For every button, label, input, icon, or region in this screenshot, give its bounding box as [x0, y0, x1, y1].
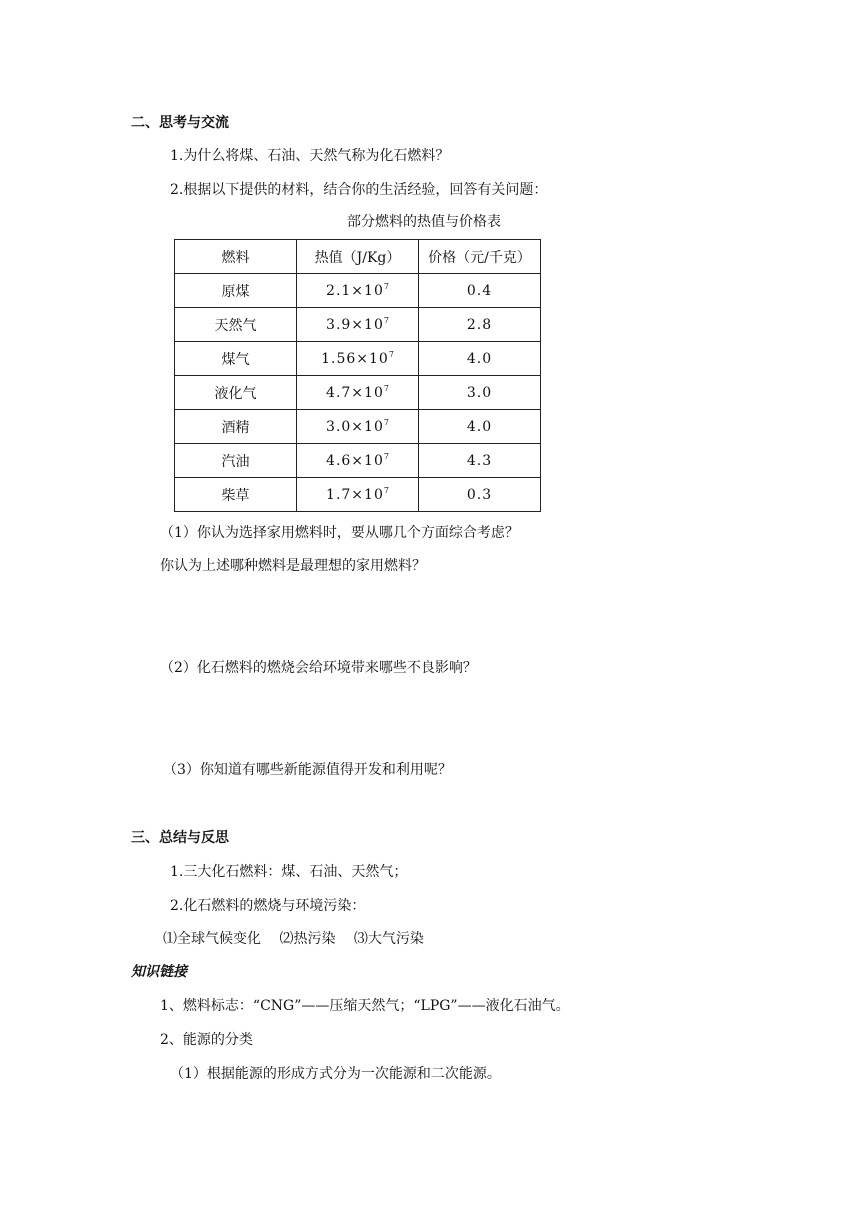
- table-row: [175, 274, 541, 308]
- summary-item-1: 1.三大化石燃料：煤、石油、天然气；: [170, 864, 408, 880]
- price-value: 2.8: [419, 308, 541, 342]
- table-caption: 部分燃料的热值与价格表: [347, 214, 501, 230]
- heat-value: $4.6\times 10^7$: [297, 444, 419, 478]
- heat-value: $1.7\times 10^7$: [297, 478, 419, 512]
- fuel-name: 天然气: [175, 308, 297, 342]
- table-row: [175, 478, 541, 512]
- fuel-name: 煤气: [175, 342, 297, 376]
- fuel-name: 柴草: [175, 478, 297, 512]
- summary-item-2: 2.化石燃料的燃烧与环境污染：: [170, 898, 366, 914]
- table-row: [175, 376, 541, 410]
- knowledge-link-item-3: （1）根据能源的形成方式分为一次能源和二次能源。: [170, 1066, 501, 1082]
- fuel-name: 液化气: [175, 376, 297, 410]
- price-value: 0.3: [419, 478, 541, 512]
- table-row: [175, 444, 541, 478]
- fuel-name: 原煤: [175, 274, 297, 308]
- sub-question-3: （3）你知道有哪些新能源值得开发和利用呢？: [163, 762, 452, 778]
- price-value: 4.0: [419, 410, 541, 444]
- heat-value: $2.1\times 10^7$: [297, 274, 419, 308]
- heat-value: $1.56\times 10^7$: [297, 342, 419, 376]
- fuel-name: 酒精: [175, 410, 297, 444]
- knowledge-link-item-1: 1、燃料标志：“CNG”——压缩天然气；“LPG”——液化石油气。: [160, 998, 570, 1014]
- sub-question-1b: 你认为上述哪种燃料是最理想的家用燃料？: [160, 558, 426, 574]
- header-price: 价格（元/千克）: [419, 240, 541, 274]
- knowledge-link-item-2: 2、能源的分类: [160, 1032, 253, 1048]
- header-fuel: 燃料: [175, 240, 297, 274]
- summary-item-3: ⑴全球气候变化 ⑵热污染 ⑶大气污染: [163, 931, 424, 947]
- price-value: 4.3: [419, 444, 541, 478]
- table-header-row: [175, 240, 541, 274]
- header-heat-value: 热值（J/Kg）: [297, 240, 419, 274]
- price-value: 0.4: [419, 274, 541, 308]
- section-2-heading: 二、思考与交流: [131, 115, 229, 131]
- heat-value: $3.0\times 10^7$: [297, 410, 419, 444]
- sub-question-2: （2）化石燃料的燃烧会给环境带来哪些不良影响？: [160, 660, 477, 676]
- heat-value: $3.9\times 10^7$: [297, 308, 419, 342]
- sub-question-1a: （1）你认为选择家用燃料时，要从哪几个方面综合考虑？: [160, 525, 519, 541]
- table-row: [175, 308, 541, 342]
- fuel-name: 汽油: [175, 444, 297, 478]
- question-1: 1.为什么将煤、石油、天然气称为化石燃料？: [170, 148, 450, 164]
- table-row: [175, 410, 541, 444]
- knowledge-link-heading: 知识链接: [131, 964, 187, 980]
- fuel-table: [174, 239, 541, 512]
- section-3-heading: 三、总结与反思: [131, 830, 229, 846]
- table-row: [175, 342, 541, 376]
- heat-value: $4.7\times 10^7$: [297, 376, 419, 410]
- price-value: 3.0: [419, 376, 541, 410]
- price-value: 4.0: [419, 342, 541, 376]
- question-2: 2.根据以下提供的材料，结合你的生活经验，回答有关问题：: [170, 182, 548, 198]
